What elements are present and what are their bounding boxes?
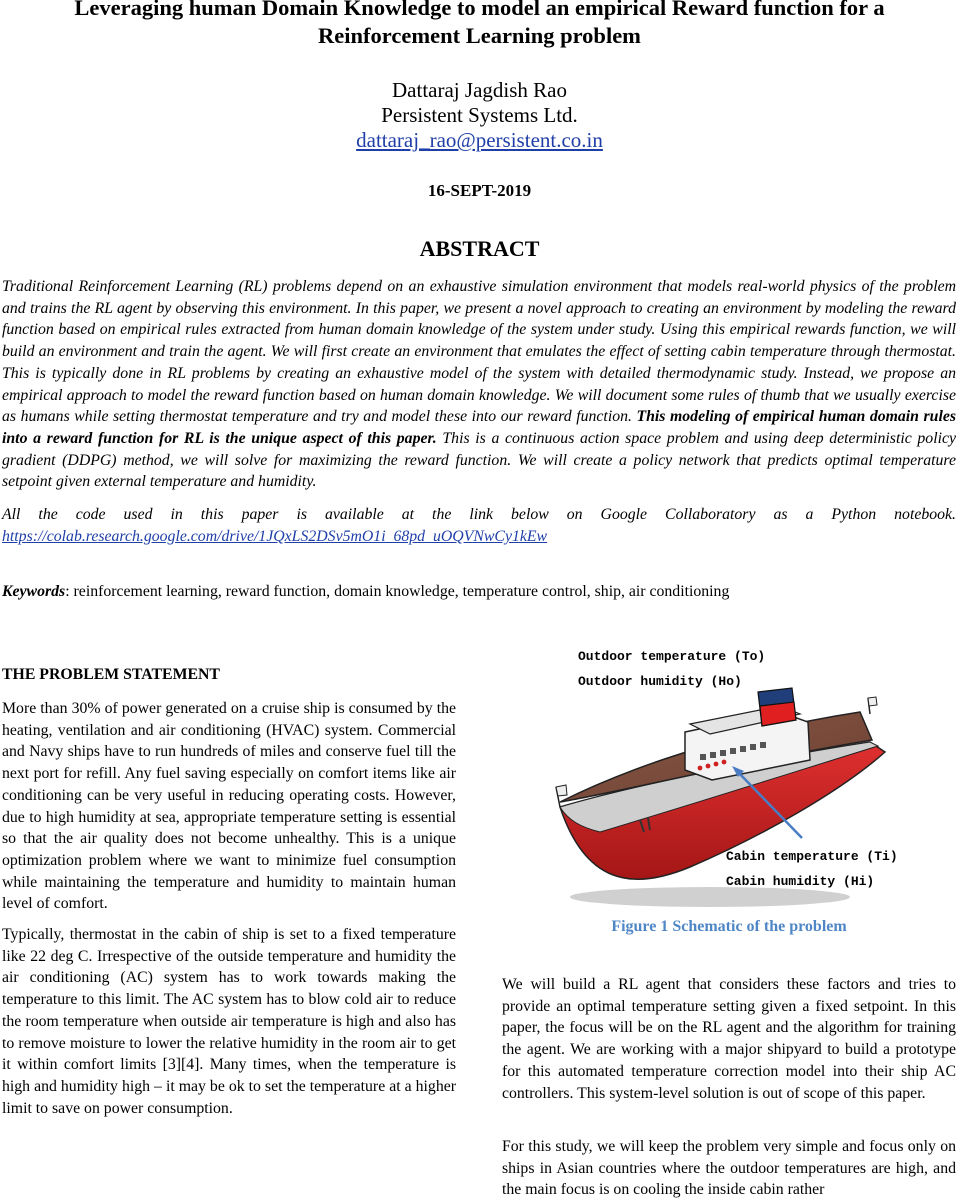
- window: [750, 744, 756, 750]
- author-email-link[interactable]: dattaraj_rao@persistent.co.in: [356, 128, 603, 152]
- paper-date: 16-SEPT-2019: [427, 181, 532, 200]
- porthole: [722, 760, 727, 765]
- abstract-key-sentence: This modeling of empirical human domain rules into a reward function for RL is the unique aspect of this paper.: [2, 408, 956, 447]
- paragraph-2: Typically, thermostat in the cabin of ship is set to a fixed temperature like 22 deg C. Irrespective of the outside temperature and humidity the air conditioning (AC) system has to work towards making the temperature to this limit. The AC system has to blow cold air to reduce the room temperature when outside air temperature is high and also has to remove moisture to lower the relative humidity in the room air to get it within comfort limits [3][4]. Many times, when the temperature is high and humidity high – it may be ok to set the temperature at a higher limit to save on power consumption.: [2, 926, 456, 1117]
- flag-icon: [556, 785, 567, 807]
- porthole: [714, 762, 719, 767]
- flag-icon: [868, 697, 877, 714]
- keywords-label: Keywords: [2, 583, 66, 600]
- window: [710, 752, 716, 758]
- porthole: [698, 766, 703, 771]
- keywords: [2, 581, 729, 603]
- paragraph-4: For this study, we will keep the problem very simple and focus only on ships in Asian countries where the outdoor temperatures are high, and the main focus is on cooling the inside cabin rather: [502, 1138, 956, 1199]
- cabin-temperature-label: Cabin temperature (Ti): [726, 849, 898, 864]
- window: [740, 746, 746, 752]
- paper-title: [0, 0, 959, 50]
- abstract-text-1: Traditional Reinforcement Learning (RL) problems depend on an exhaustive simulation environment that models real-world physics of the problem and trains the RL agent by observing this environment. In this paper, we present a novel approach to creating an environment by modeling the reward function based on empirical rules extracted from human domain knowledge of the system under study. Using this empirical rewards function, we will build an environment and train the agent. We will first create an environment that emulates the effect of setting cabin temperature through thermostat. This is typically done in RL problems by creating an exhaustive model of the system with detailed thermodynamic study. Instead, we propose an empirical approach to model the reward function based on human domain knowledge. We will document some rules of thumb that we usually exercise as humans while setting thermostat temperature and try and model these into our reward function.: [2, 278, 956, 426]
- title-line-2: Reinforcement Learning problem: [318, 23, 641, 48]
- window: [720, 750, 726, 756]
- abstract-body: [2, 276, 956, 493]
- figure-caption: Figure 1 Schematic of the problem: [611, 918, 847, 935]
- window: [730, 748, 736, 754]
- code-availability-note: All the code used in this paper is available at the link below on Google Collaboratory as a Python notebook.: [2, 506, 956, 523]
- keywords-list: reinforcement learning, reward function, domain knowledge, temperature control, ship, air conditioning: [73, 583, 730, 600]
- title-line-1: Leveraging human Domain Knowledge to model an empirical Reward function for a: [74, 0, 885, 20]
- paragraph-3: We will build a RL agent that considers these factors and tries to provide an optimal temperature setting given a fixed setpoint. In this paper, the focus will be on the RL agent and the algorithm for training the agent. We are working with a major shipyard to build a prototype for this automated temperature correction model into their ship AC controllers. This system-level solution is out of scope of this paper.: [502, 976, 956, 1102]
- author-affiliation: Persistent Systems Ltd.: [381, 103, 578, 127]
- paragraph-1: More than 30% of power generated on a cruise ship is consumed by the heating, ventilation and air conditioning (HVAC) system. Commercial and Navy ships have to run hundreds of miles and conserve fuel till the next port for refill. Any fuel saving especially on comfort items like air conditioning can be very useful in reducing operating costs. However, due to high humidity at sea, appropriate temperature setting is essential so that the air quality does not become unhealthy. This is a unique optimization problem where we want to minimize fuel consumption while maintaining the temperature and humidity to maintain human level of comfort.: [2, 700, 456, 913]
- abstract-text-2: This is a continuous action space problem and using deep deterministic policy gradient (DDPG) method, we will solve for maximizing the reward function. We will create a policy network that predicts optimal temperature setpoint given external temperature and humidity.: [2, 429, 957, 491]
- outdoor-temperature-label: Outdoor temperature (To): [578, 649, 766, 664]
- ship-shadow: [570, 887, 850, 907]
- window: [760, 742, 766, 748]
- author-name: Dattaraj Jagdish Rao: [392, 78, 567, 102]
- outdoor-humidity-label: Outdoor humidity (Ho): [578, 674, 742, 689]
- keywords-separator: :: [65, 583, 74, 600]
- window: [700, 754, 706, 760]
- abstract-heading: ABSTRACT: [419, 236, 540, 261]
- porthole: [706, 764, 711, 769]
- section-heading: THE PROBLEM STATEMENT: [2, 666, 220, 683]
- cabin-humidity-label: Cabin humidity (Hi): [726, 874, 875, 889]
- code-link[interactable]: https://colab.research.google.com/drive/1JQxLS2DSv5mO1i_68pd_uOQVNwCy1kEw: [2, 528, 548, 545]
